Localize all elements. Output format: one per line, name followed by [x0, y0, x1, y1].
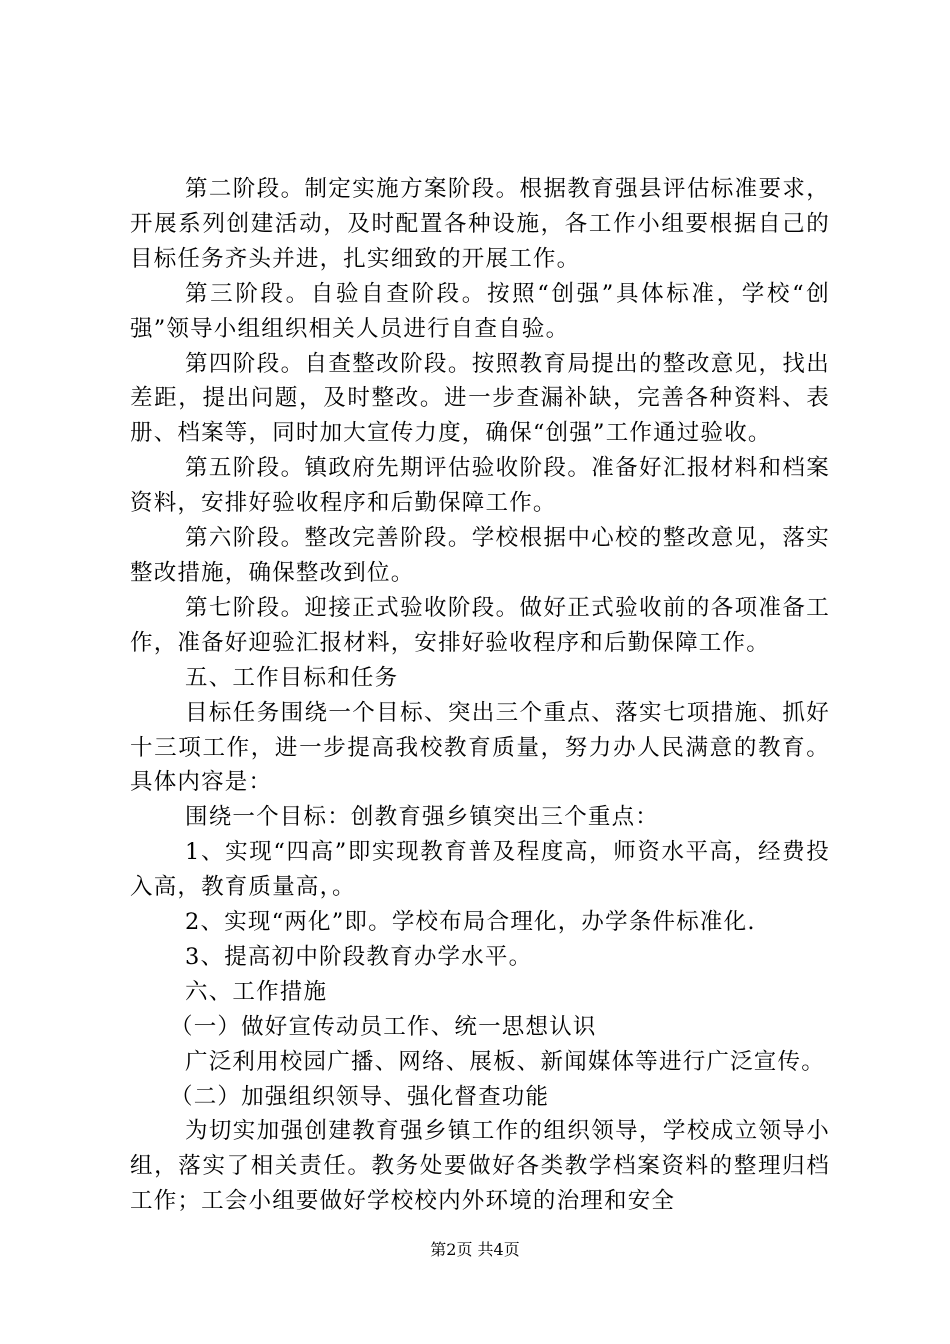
list-item-two-modernizations: 2、实现“两化”即。学校布局合理化，办学条件标准化.: [185, 909, 756, 936]
paragraph-leadership: 为切实加强创建教育强乡镇工作的组织领导，学校成立领导小组，落实了相关责任。教务处要做好各类教学档案资料的整理归档工作；工会小组要做好学校校内外环境的治理和安全: [130, 1118, 830, 1215]
paragraph-publicity: 广泛利用校园广播、网络、展板、新闻媒体等进行广泛宣传。: [185, 1048, 825, 1075]
subheading-publicity: （一）做好宣传动员工作、统一思想认识: [170, 1013, 597, 1040]
paragraph-one-goal: 围绕一个目标：创教育强乡镇突出三个重点：: [185, 804, 660, 831]
paragraph-stage-five: 第五阶段。镇政府先期评估验收阶段。准备好汇报材料和档案资料，安排好验收程序和后勤保障工作。: [130, 455, 830, 517]
document-body: [130, 172, 830, 1219]
heading-goals-and-tasks: 五、工作目标和任务: [185, 664, 399, 691]
paragraph-stage-four: 第四阶段。自查整改阶段。按照教育局提出的整改意见，找出差距，提出问题，及时整改。进一步查漏补缺，完善各种资料、表册、档案等，同时加大宣传力度，确保“创强”工作通过验收。: [130, 350, 830, 447]
subheading-leadership: （二）加强组织领导、强化督查功能: [170, 1083, 550, 1110]
paragraph-stage-six: 第六阶段。整改完善阶段。学校根据中心校的整改意见，落实整改措施，确保整改到位。: [130, 525, 830, 586]
list-item-junior-high: 3、提高初中阶段教育办学水平。: [185, 943, 533, 970]
list-item-four-highs: 1、实现“四高”即实现教育普及程度高，师资水平高，经费投入高，教育质量高，。: [130, 839, 830, 901]
paragraph-stage-three: 第三阶段。自验自查阶段。按照“创强”具体标准，学校“创强”领导小组组织相关人员进行自查自验。: [130, 280, 830, 342]
paragraph-goals-summary: 目标任务围绕一个目标、突出三个重点、落实七项措施、抓好十三项工作，进一步提高我校教育质量，努力办人民满意的教育。具体内容是：: [130, 699, 830, 796]
heading-work-measures: 六、工作措施: [185, 978, 328, 1005]
page-footer: 第2页 共4页: [430, 1240, 520, 1259]
paragraph-stage-seven: 第七阶段。迎接正式验收阶段。做好正式验收前的各项准备工作，准备好迎验汇报材料，安排好验收程序和后勤保障工作。: [130, 594, 830, 656]
paragraph-stage-two: 第二阶段。制定实施方案阶段。根据教育强县评估标准要求，开展系列创建活动，及时配置各种设施，各工作小组要根据自己的目标任务齐头并进，扎实细致的开展工作。: [130, 176, 830, 272]
